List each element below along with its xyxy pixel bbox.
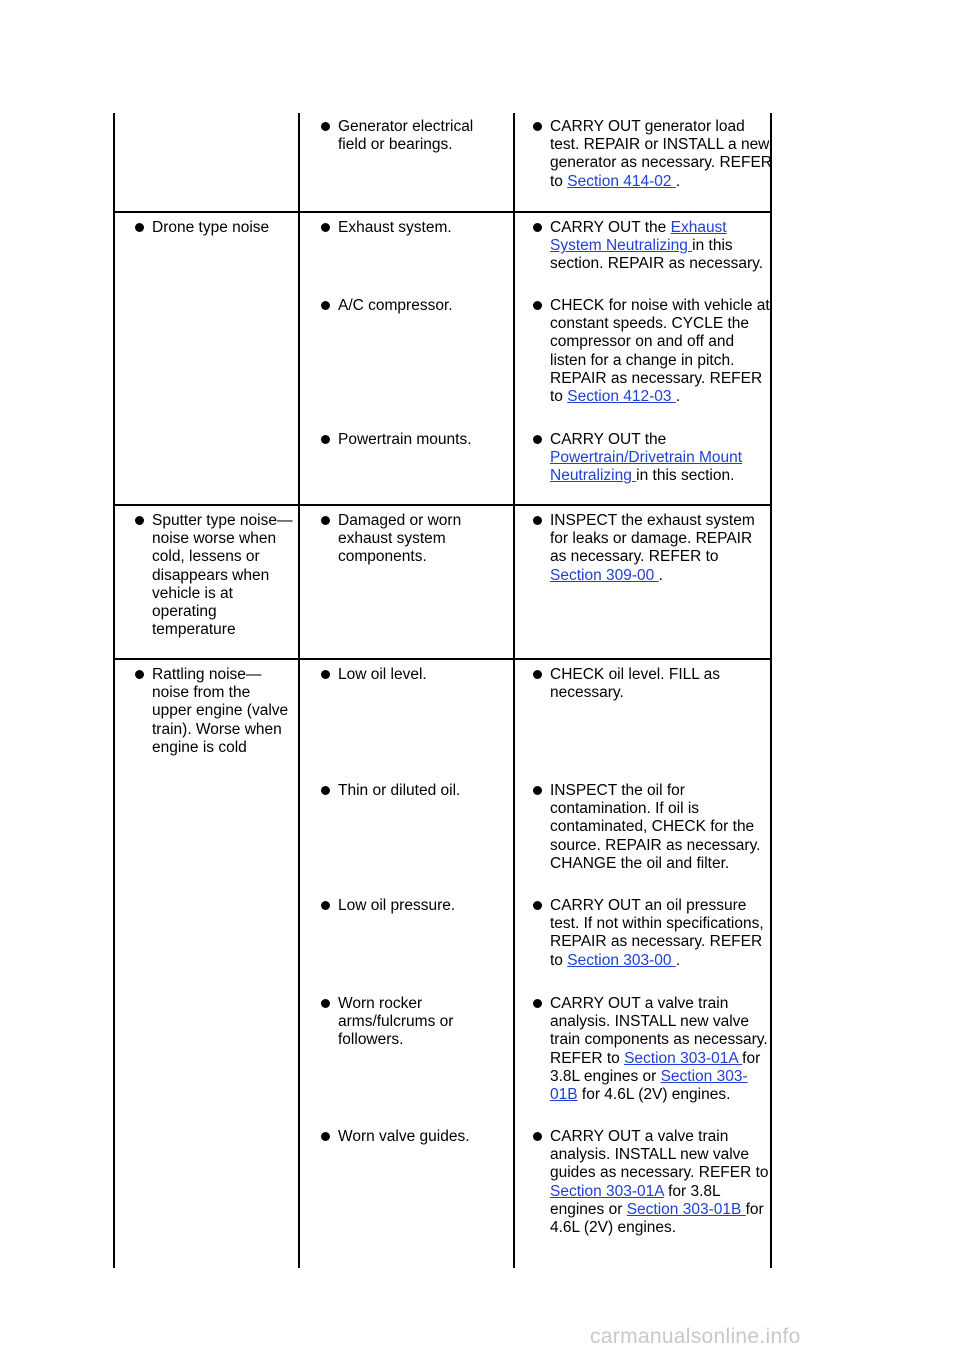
bullet-icon bbox=[321, 301, 330, 310]
watermark: carmanualsonline.info bbox=[590, 1325, 801, 1348]
condition-cell: Rattling noise—noise from the upper engine (valve train). Worse when engine is cold bbox=[152, 666, 294, 757]
action-cell: CHECK oil level. FILL as necessary. bbox=[550, 666, 772, 702]
mount-neutralizing-link[interactable]: Powertrain/Drivetrain Mount Neutralizing bbox=[550, 449, 743, 485]
bullet-icon bbox=[533, 516, 542, 525]
source-cell: Worn rocker arms/fulcrums or followers. bbox=[338, 995, 500, 1050]
exhaust-neutralizing-link[interactable]: Exhaust System Neutralizing bbox=[550, 219, 727, 255]
action-cell: CARRY OUT an oil pressure test. If not within specifications, REPAIR as necessary. REFER to Section 303-00 . bbox=[550, 897, 772, 970]
section-link[interactable]: Section 309-00 bbox=[550, 566, 659, 584]
row-divider bbox=[113, 658, 772, 660]
action-cell: CARRY OUT the Exhaust System Neutralizing in this section. REPAIR as necessary. bbox=[550, 219, 772, 274]
bullet-icon bbox=[135, 670, 144, 679]
bullet-icon bbox=[533, 435, 542, 444]
bullet-icon bbox=[321, 435, 330, 444]
bullet-icon bbox=[321, 1132, 330, 1141]
bullet-icon bbox=[321, 516, 330, 525]
bullet-icon bbox=[533, 670, 542, 679]
bullet-icon bbox=[321, 999, 330, 1008]
source-cell: Exhaust system. bbox=[338, 219, 500, 237]
section-link[interactable]: Section 303-01B bbox=[550, 1067, 748, 1104]
action-cell: CHECK for noise with vehicle at constant speeds. CYCLE the compressor on and off and listen for a change in pitch. REPAIR as necessary. REFER to Section 412-03 . bbox=[550, 297, 772, 406]
bullet-icon bbox=[533, 999, 542, 1008]
table-divider-condition bbox=[298, 113, 300, 1268]
source-cell: Low oil pressure. bbox=[338, 897, 500, 915]
action-cell: INSPECT the oil for contamination. If oil is contaminated, CHECK for the source. REPAIR as necessary. CHANGE the oil and filter. bbox=[550, 782, 772, 873]
source-cell: Powertrain mounts. bbox=[338, 431, 500, 449]
section-link[interactable]: Section 303-00 bbox=[567, 951, 676, 969]
condition-cell: Sputter type noise—noise worse when cold, lessens or disappears when vehicle is at operating temperature bbox=[152, 512, 294, 639]
bullet-icon bbox=[533, 122, 542, 131]
bullet-icon bbox=[135, 223, 144, 232]
condition-cell: Drone type noise bbox=[152, 219, 294, 237]
source-cell: Worn valve guides. bbox=[338, 1128, 500, 1146]
source-cell: Thin or diluted oil. bbox=[338, 782, 500, 800]
section-link[interactable]: Section 414-02 bbox=[567, 172, 676, 190]
action-cell: CARRY OUT the Powertrain/Drivetrain Mount Neutralizing in this section. bbox=[550, 431, 772, 486]
bullet-icon bbox=[321, 223, 330, 232]
bullet-icon bbox=[135, 516, 144, 525]
bullet-icon bbox=[321, 901, 330, 910]
section-link[interactable]: Section 303-01A bbox=[624, 1049, 743, 1067]
table-divider-source bbox=[513, 113, 515, 1268]
bullet-icon bbox=[533, 301, 542, 310]
source-cell: Generator electrical field or bearings. bbox=[338, 118, 500, 154]
bullet-icon bbox=[533, 786, 542, 795]
bullet-icon bbox=[321, 786, 330, 795]
section-link[interactable]: Section 412-03 bbox=[567, 388, 676, 406]
section-link[interactable]: Section 303-01A bbox=[550, 1182, 664, 1200]
action-cell: CARRY OUT a valve train analysis. INSTALL new valve guides as necessary. REFER to Section 303-01A for 3.8L engines or Section 303-01B for 4.6L (2V) engines. bbox=[550, 1128, 772, 1237]
table-border-left bbox=[113, 113, 115, 1268]
action-cell: CARRY OUT a valve train analysis. INSTALL new valve train components as necessary. REFER to Section 303-01A for 3.8L engines or Section 303-01B for 4.6L (2V) engines. bbox=[550, 995, 772, 1104]
source-cell: Low oil level. bbox=[338, 666, 500, 684]
row-divider bbox=[113, 211, 772, 213]
action-cell: CARRY OUT generator load test. REPAIR or INSTALL a new generator as necessary. REFER to Section 414-02 . bbox=[550, 118, 772, 191]
section-link[interactable]: Section 303-01B bbox=[626, 1200, 746, 1218]
bullet-icon bbox=[321, 670, 330, 679]
bullet-icon bbox=[533, 223, 542, 232]
row-divider bbox=[113, 504, 772, 506]
source-cell: Damaged or worn exhaust system components. bbox=[338, 512, 500, 567]
action-cell: INSPECT the exhaust system for leaks or damage. REPAIR as necessary. REFER to Section 309-00 . bbox=[550, 512, 772, 585]
source-cell: A/C compressor. bbox=[338, 297, 500, 315]
bullet-icon bbox=[533, 901, 542, 910]
bullet-icon bbox=[321, 122, 330, 131]
bullet-icon bbox=[533, 1132, 542, 1141]
